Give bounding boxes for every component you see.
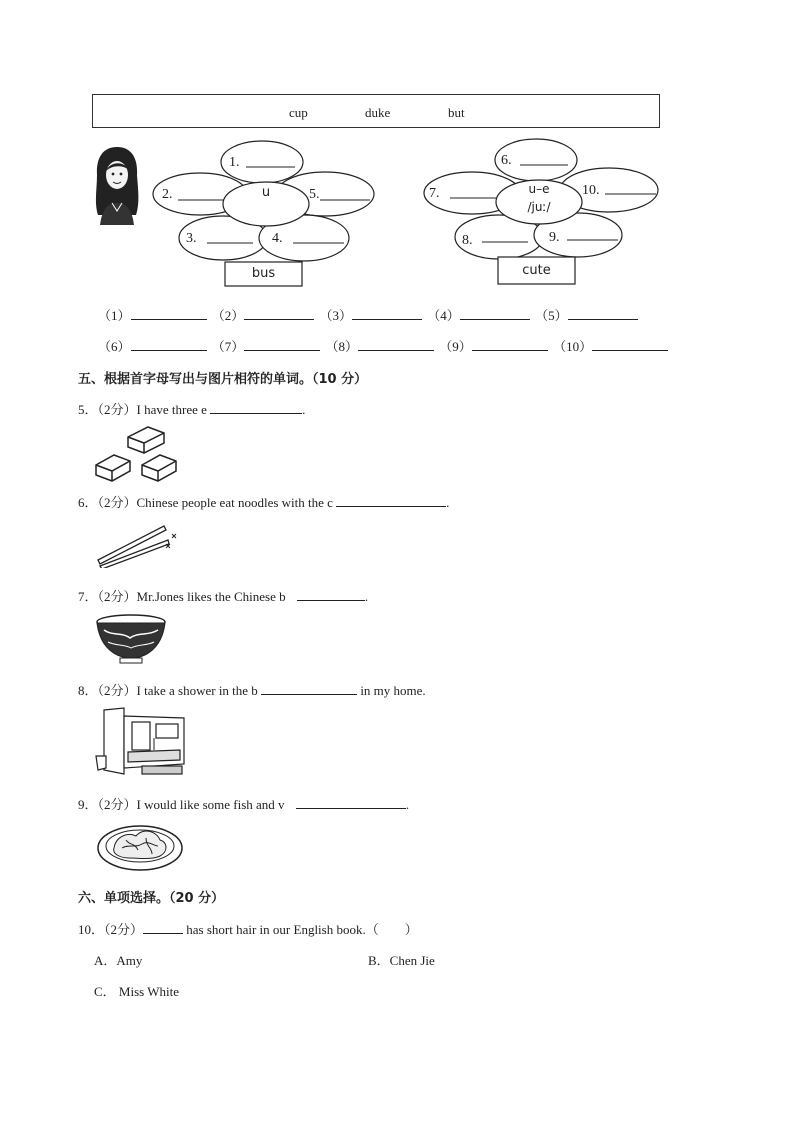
question-number: 9．（2分）	[78, 797, 137, 812]
question-text: Chinese people eat noodles with the c	[136, 495, 333, 510]
petal-number: 8.	[462, 233, 473, 248]
question-text-end: .	[302, 402, 306, 417]
question-text: I would like some fish and v	[136, 797, 285, 812]
petal-number: 5.	[309, 187, 320, 202]
question-text-end: .	[446, 495, 450, 510]
flower-label-right: cute	[522, 263, 551, 278]
answer-blank[interactable]	[568, 307, 638, 320]
petal-number: 10.	[582, 183, 600, 198]
answer-label: （7）	[211, 339, 245, 354]
bowl-illustration	[94, 612, 168, 664]
question-text: I take a shower in the b	[136, 683, 258, 698]
question-number: 6．（2分）	[78, 495, 137, 510]
girl-illustration	[92, 145, 142, 225]
flower-label-left: bus	[251, 266, 276, 281]
chopsticks-illustration	[94, 522, 180, 568]
petal-number: 6.	[501, 153, 512, 168]
answer-label: （4）	[427, 308, 460, 323]
flower-center-left: u	[261, 185, 271, 200]
word-bank-box	[92, 94, 660, 128]
flower-center-right-line1: u–e	[528, 182, 550, 196]
answer-label: （5）	[535, 308, 568, 323]
answer-blank[interactable]	[131, 307, 207, 320]
option-a[interactable]: A．Amy	[94, 953, 143, 968]
eggs-illustration	[92, 423, 182, 483]
answer-label: （2）	[211, 308, 245, 323]
answer-blank[interactable]	[261, 682, 357, 695]
question-text-end: .	[364, 589, 369, 604]
vegetables-illustration	[96, 818, 184, 872]
answer-row-2	[98, 336, 668, 355]
answer-label: （8）	[325, 339, 359, 354]
answer-label: （3）	[319, 308, 353, 323]
answer-blank[interactable]	[472, 338, 548, 351]
answer-label: （10）	[553, 339, 593, 354]
word-bank-item: duke	[365, 105, 391, 120]
question-9	[78, 794, 409, 813]
flower-center-right-line2: /juː/	[527, 200, 551, 214]
answer-blank[interactable]	[592, 338, 668, 351]
question-number: 8．（2分）	[78, 683, 137, 698]
answer-blank[interactable]	[244, 307, 314, 320]
question-text-end: in my home.	[360, 683, 426, 698]
answer-blank[interactable]	[352, 307, 422, 320]
answer-blank[interactable]	[336, 494, 446, 507]
question-7	[78, 586, 368, 605]
bathroom-illustration	[92, 706, 186, 776]
answer-blank[interactable]	[131, 338, 207, 351]
word-bank-item: cup	[289, 105, 308, 120]
petal-number: 1.	[229, 155, 240, 170]
question-text: has short hair in our English book.（ ）	[186, 922, 418, 937]
section-title-5: 五、根据首字母写出与图片相符的单词。（10 分）	[78, 372, 368, 387]
section-title-6: 六、单项选择。（20 分）	[78, 891, 225, 906]
question-10	[78, 919, 418, 938]
answer-blank[interactable]	[244, 338, 320, 351]
answer-label: （9）	[439, 339, 472, 354]
word-bank-item: but	[448, 105, 465, 120]
question-number: 10．（2分）	[78, 922, 144, 937]
answer-blank[interactable]	[358, 338, 434, 351]
answer-blank[interactable]	[296, 796, 406, 809]
answer-blank[interactable]	[460, 307, 530, 320]
petal-number: 9.	[549, 230, 560, 245]
petal-number: 3.	[186, 231, 197, 246]
petal-number: 7.	[429, 186, 440, 201]
answer-label: （1）	[98, 308, 131, 323]
question-text: I have three e	[136, 402, 207, 417]
answer-blank[interactable]	[297, 588, 365, 601]
petal-number: 2.	[162, 187, 173, 202]
answer-blank[interactable]	[210, 401, 302, 414]
question-text-end: .	[405, 797, 410, 812]
question-number: 7．（2分）	[78, 589, 137, 604]
option-c[interactable]: C． Miss White	[94, 984, 179, 999]
answer-row-1	[98, 305, 638, 324]
question-text: Mr.Jones likes the Chinese b	[136, 589, 286, 604]
question-8	[78, 680, 426, 699]
question-6	[78, 492, 449, 511]
question-number: 5．（2分）	[78, 402, 137, 417]
petal-number: 4.	[272, 231, 283, 246]
question-5	[78, 399, 305, 418]
answer-blank[interactable]	[143, 921, 183, 934]
answer-label: （6）	[98, 339, 131, 354]
option-b[interactable]: B．Chen Jie	[368, 953, 435, 968]
